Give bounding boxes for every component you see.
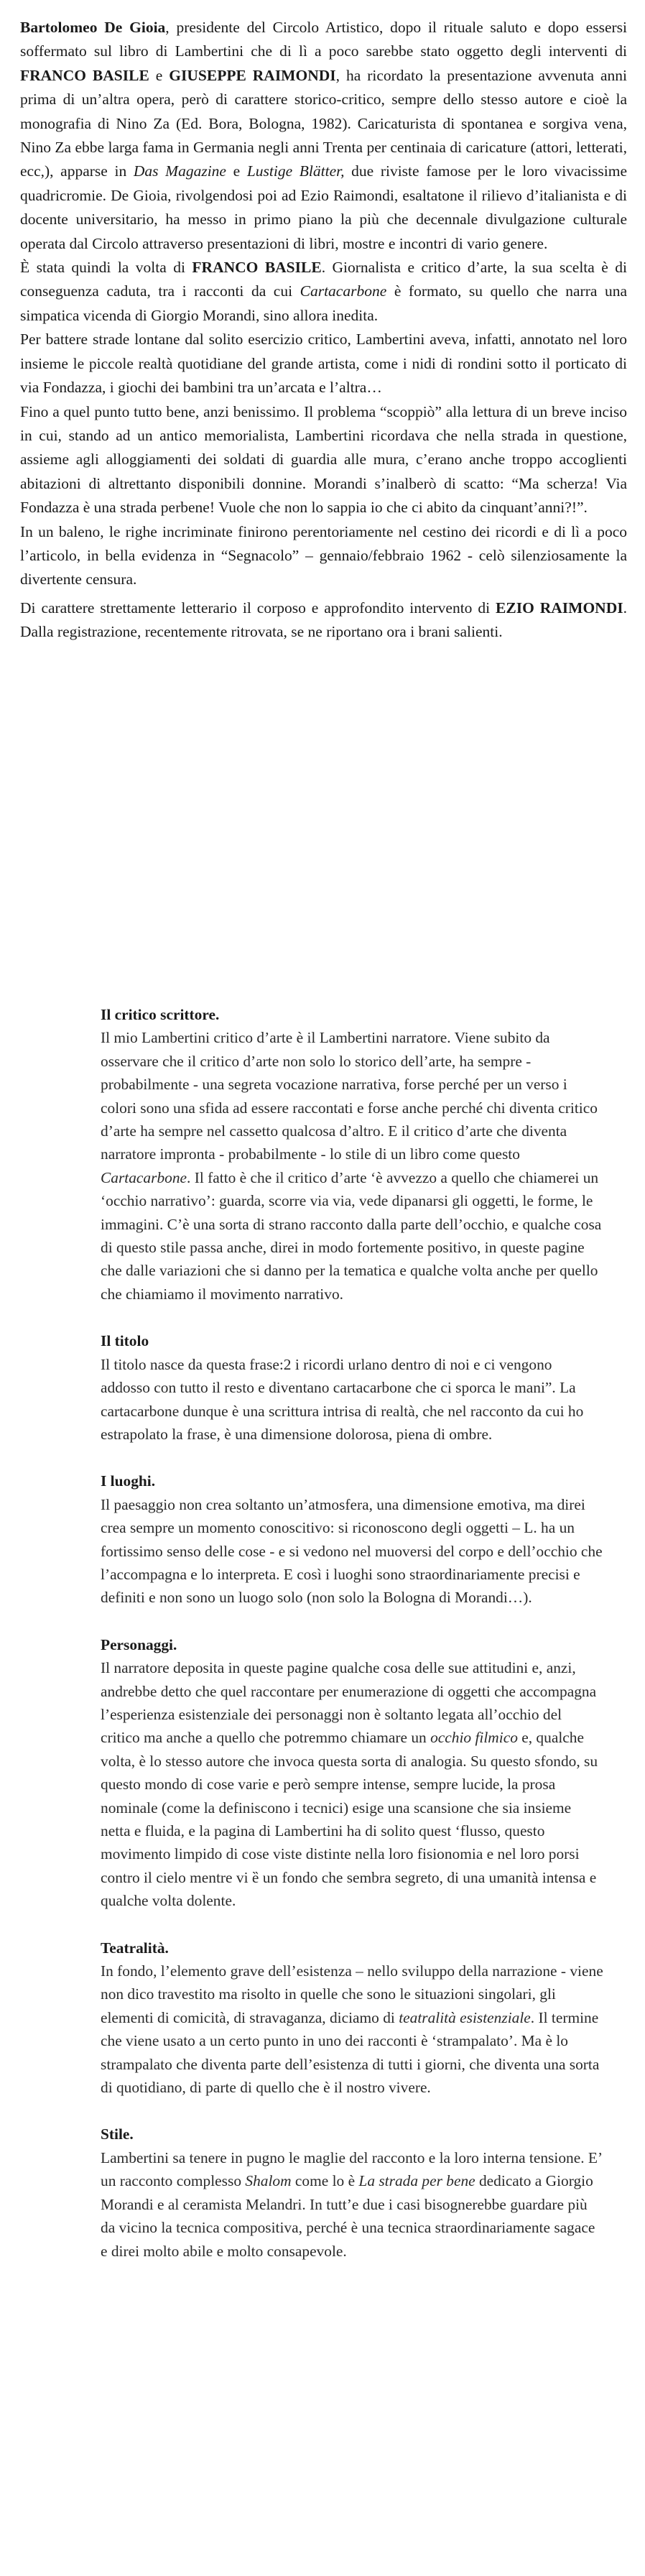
section-body: Il paesaggio non crea soltanto un’atmosfera, una dimensione emotiva, ma direi crea sempre un momento conoscitivo: si riconoscono degli oggetti – L. ha un fortissimo senso delle cose - e si vedono nel muoversi del corpo e dell’occhio che l’accompagna e lo interpreta. E così i luoghi sono straordinariamente precisi e definiti e non sono un luogo solo (non solo la Bologna di Morandi…). bbox=[101, 1495, 603, 1607]
section-body: Il mio Lambertini critico d’arte è il Lambertini narratore. Viene subito da osservare che il critico d’arte non solo lo storico dell’arte, ha sempre - probabilmente - una segreta vocazione narrativa, forse perché per un verso i colori sono una sfida ad essere raccontati e forse anche perché chi diventa critico d’arte ha sempre nel cassetto qualcosa d’altro. E il critico d’arte che diventa narratore impronta - probabilmente - lo stile di un libro come questo Cartacarbone. Il fatto è che il critico d’arte ‘è avvezzo a quello che chiamerei un ‘occhio narrativo’: guarda, scorre via via, vede dipanarsi gli oggetti, le forme, le immagini. C’è una sorta di strano racconto dalla parte dell’occhio, e qualche cosa di questo stile passa anche, direi in modo fortemente positivo, in queste pagine che dalle variazioni che si danno per la tematica e qualche volta anche per quello che chiamiamo il movimento narrativo. bbox=[101, 1029, 602, 1303]
section-title: Personaggi. bbox=[101, 1635, 177, 1653]
intro-paragraph-2: È stata quindi la volta di FRANCO BASILE. Giornalista e critico d’arte, la sua scelta è di conseguenza caduta, tra i racconti da cui Cartacarbone è formato, su quello che narra una simpatica vicenda di Giorgio Morandi, sino allora inedita. bbox=[20, 259, 627, 324]
intro-paragraph-4: Fino a quel punto tutto bene, anzi benissimo. Il problema “scoppiò” alla lettura di un breve inciso in cui, stando ad un antico memorialista, Lambertini ricordava che nella strada in questione, assieme agli alloggiamenti dei soldati di guardia alle mura, c’erano anche troppo accoglienti abitazioni di altrettanto disponibili donnine. Morandi s’inalberò di scatto: “Ma scherza! Via Fondazza è una strada perbene! Vuole che non lo sappia io che ci abito da cinquant’anni?!”. bbox=[20, 402, 627, 517]
section-personaggi bbox=[101, 1633, 603, 1913]
intro-paragraph-3: Per battere strade lontane dal solito esercizio critico, Lambertini aveva, infatti, annotato nel loro insieme le piccole realtà quotidiane del grande artista, come i nidi di rondini sotto il porticato di via Fondazza, i giochi dei bambini tra un’arcata e l’altra… bbox=[20, 331, 627, 397]
person-name: Bartolomeo De Gioia bbox=[20, 19, 166, 36]
section-title: Stile. bbox=[101, 2125, 134, 2143]
person-name: FRANCO BASILE bbox=[20, 66, 149, 84]
book-title: Cartacarbone bbox=[300, 282, 387, 300]
section-title: Il critico scrittore. bbox=[101, 1006, 220, 1023]
book-title: Cartacarbone bbox=[101, 1168, 187, 1186]
story-title: La strada per bene bbox=[358, 2172, 475, 2190]
intro-paragraph-5: In un baleno, le righe incriminate finirono perentoriamente nel cestino dei ricordi e di lì a poco l’articolo, in bella evidenza in “Segnacolo” – gennaio/febbraio 1962 - celò silenziosamente la divertente censura. bbox=[20, 522, 627, 588]
section-title: Teatralità. bbox=[101, 1939, 169, 1957]
section-body: Il narratore deposita in queste pagine qualche cosa delle sue attitudini e, anzi, andrebbe detto che quel raccontare per enumerazione di oggetti che accompagna l’esperienza esistenziale dei personaggi non è soltanto legata all’occhio del critico ma anche a quello che potremmo chiamare un occhio filmico e, qualche volta, è lo stesso autore che invoca questa sorta di analogia. Su questo sfondo, su questo mondo di cose varie e però sempre intense, sempre lucide, la prosa nominale (come la definiscono i tecnici) esige una scansione che sia insieme netta e fluida, e la pagina di Lambertini ha di solito quest ‘flusso, questo movimento limpido di cose viste distinte nella loro fisionomia e nel loro porsi contro il cielo mentre vi ȅ un fondo che sembra segreto, di una umanità intensa e qualche volta dolente. bbox=[101, 1659, 598, 1910]
section-title: I luoghi. bbox=[101, 1472, 156, 1490]
intro-paragraph-6: Di carattere strettamente letterario il corposo e approfondito intervento di EZIO RAIMONDI. Dalla registrazione, recentemente ritrovata, se ne riportano ora i brani salienti. bbox=[20, 599, 627, 641]
interview-excerpts bbox=[101, 1003, 603, 2286]
magazine-title: Das Magazine bbox=[133, 162, 226, 180]
section-stile bbox=[101, 2123, 603, 2262]
section-luoghi bbox=[101, 1469, 603, 1609]
section-teatralita bbox=[101, 1936, 603, 2100]
person-name: GIUSEPPE RAIMONDI bbox=[169, 66, 336, 84]
person-name: FRANCO BASILE bbox=[192, 259, 322, 277]
section-body: Lambertini sa tenere in pugno le maglie del racconto e la loro interna tensione. E’ un racconto complesso Shalom come lo è La strada per bene dedicato a Giorgio Morandi e al ceramista Melandri. In tutt’e due i casi bisognerebbe guardare più da vicino la tecnica compositiva, perché è una tecnica straordinariamente sagace e direi molto abile e molto consapevole. bbox=[101, 2148, 602, 2260]
intro-article bbox=[20, 16, 627, 645]
section-critico-scrittore bbox=[101, 1003, 603, 1306]
story-title: Shalom bbox=[245, 2172, 292, 2190]
section-titolo bbox=[101, 1329, 603, 1446]
section-body: Il titolo nasce da questa frase:2 i ricordi urlano dentro di noi e ci vengono addosso con tutto il resto e diventano cartacarbone che ci sporca le mani”. La cartacarbone dunque è una scrittura intrisa di realtà, che nel racconto da cui ho estrapolato la frase, è una dimensione dolorosa, piena di ombre. bbox=[101, 1355, 584, 1443]
magazine-title: Lustige Blätter, bbox=[246, 162, 345, 180]
emphasis: occhio filmico bbox=[430, 1729, 518, 1747]
section-body: In fondo, l’elemento grave dell’esistenza – nello sviluppo della narrazione - viene non dico travestito ma risolto in quelle che sono le situazioni singolari, gli elementi di comicità, di stravaganza, diciamo di teatralità esistenziale. Il termine che viene usato a un certo punto in uno dei racconti è ‘strampalato’. Ma è lo strampalato che diventa parte dell’esistenza di tutti i giorni, che diventa una sorta di quotidiano, di parte di quello che è il nostro vivere. bbox=[101, 1962, 603, 2097]
person-name: EZIO RAIMONDI bbox=[496, 599, 623, 617]
section-title: Il titolo bbox=[101, 1332, 149, 1350]
intro-paragraph-1: Bartolomeo De Gioia, presidente del Circolo Artistico, dopo il rituale saluto e dopo essersi soffermato sul libro di Lambertini che di lì a poco sarebbe stato oggetto degli interventi di FRANCO BASILE e GIUSEPPE RAIMONDI, ha ricordato la presentazione avvenuta anni prima di un’altra opera, però di carattere storico-critico, sempre dello stesso autore e cioè la monografia di Nino Za (Ed. Bora, Bologna, 1982). Caricaturista di spontanea e sorgiva vena, Nino Za ebbe larga fama in Germania negli anni Trenta per centinaia di caricature (attori, letterati, ecc,), apparse in Das Magazine e Lustige Blätter, due riviste famose per le loro vivacissime quadricromie. De Gioia, rivolgendosi poi ad Ezio Raimondi, esaltatone il rilievo d’italianista e di docente universitario, ha messo in primo piano la più che decennale divulgazione culturale operata dal Circolo attraverso presentazioni di libri, mostre e incontri di vario genere. bbox=[20, 19, 627, 252]
emphasis: teatralità esistenziale bbox=[399, 2008, 531, 2026]
